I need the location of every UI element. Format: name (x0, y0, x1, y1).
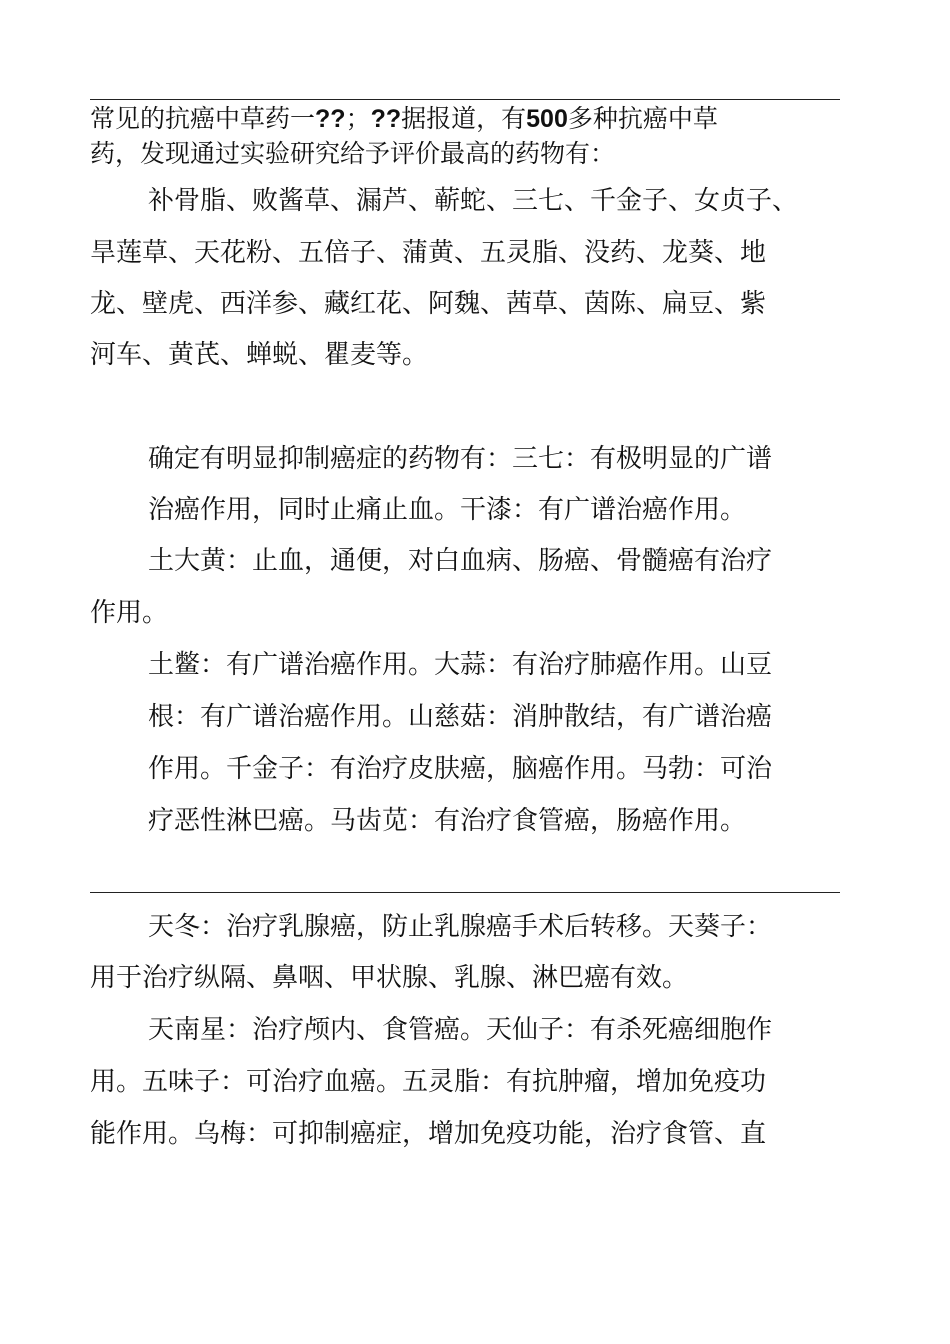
section2-line: 根：有广谱治癌作用。山慈菇：消肿散结，有广谱治癌 (148, 702, 773, 732)
intro-separator: ； (345, 104, 371, 133)
section3-line: 天冬：治疗乳腺癌，防止乳腺癌手术后转移。天葵子： (148, 912, 773, 942)
herb-list-line: 补骨脂、败酱草、漏芦、蕲蛇、三七、千金子、女贞子、 (148, 186, 799, 216)
section3-line: 天南星：治疗颅内、食管癌。天仙子：有杀死癌细胞作 (148, 1015, 773, 1045)
section3-line: 用。五味子：可治疗血癌。五灵脂：有抗肿瘤，增加免疫功 (90, 1067, 767, 1097)
top-divider (90, 99, 840, 100)
intro-line-1 (90, 104, 718, 134)
section2-line: 土鳖：有广谱治癌作用。大蒜：有治疗肺癌作用。山豆 (148, 650, 773, 680)
section2-line: 疗恶性淋巴癌。马齿苋：有治疗食管癌，肠癌作用。 (148, 806, 747, 836)
intro-text: 常见的抗癌中草药一 (90, 104, 316, 133)
intro-line-2: 药，发现通过实验研究给予评价最高的药物有： (90, 139, 616, 168)
section2-line: 确定有明显抑制癌症的药物有：三七：有极明显的广谱 (148, 444, 773, 474)
section2-line: 作用。 (90, 598, 169, 628)
garbled-marks: ?? (315, 105, 346, 133)
section3-line: 能作用。乌梅：可抑制癌症，增加免疫功能，治疗食管、直 (90, 1119, 767, 1149)
section2-line: 土大黄：止血，通便，对白血病、肠癌、骨髓癌有治疗 (148, 546, 773, 576)
section3-line: 用于治疗纵隔、鼻咽、甲状腺、乳腺、淋巴癌有效。 (90, 963, 689, 993)
herb-list-line: 旱莲草、天花粉、五倍子、蒲黄、五灵脂、没药、龙葵、地 (90, 238, 767, 268)
middle-divider (90, 892, 840, 893)
herb-list-line: 龙、壁虎、西洋参、藏红花、阿魏、茜草、茵陈、扁豆、紫 (90, 289, 767, 319)
herb-list-line: 河车、黄芪、蝉蜕、瞿麦等。 (90, 340, 429, 370)
garbled-marks: ?? (370, 105, 402, 133)
herb-count: 500 (526, 105, 568, 133)
intro-text: 多种抗癌中草 (567, 104, 718, 133)
section2-line: 作用。千金子：有治疗皮肤癌，脑癌作用。马勃：可治 (148, 754, 773, 784)
section2-line: 治癌作用，同时止痛止血。干漆：有广谱治癌作用。 (148, 495, 747, 525)
intro-text: 据报道，有 (401, 104, 527, 133)
